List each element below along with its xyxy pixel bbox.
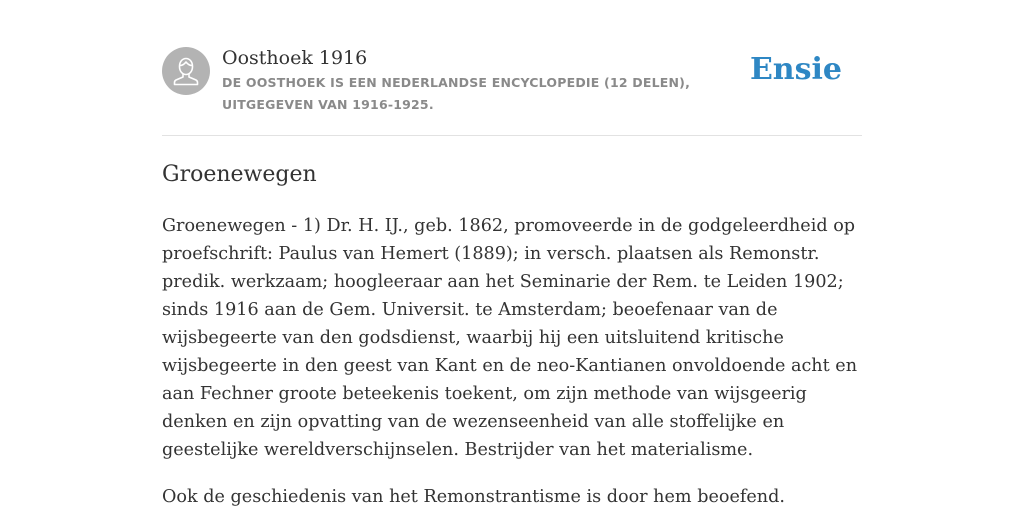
header-divider	[162, 135, 862, 136]
entry-paragraph: Groenewegen - 1) Dr. H. IJ., geb. 1862, promoveerde in de godgeleerdheid op proefschrift: Paulus van Hemert (1889); in versch. plaatsen als Remonstr. predik. werkzaam; hoogleeraar aan het Seminarie der Rem. te Leiden 1902; sinds 1916 aan de Gem. Universit. te Amsterdam; beoefenaar van de wijsbegeerte van den godsdienst, waarbij hij een uitsluitend kritische wijsbegeerte in den geest van Kant en de neo-Kantianen onvoldoende acht en aan Fechner groote beteekenis toekent, om zijn methode van wijsgeerig denken en zijn opvatting van de wezenseenheid van alle stoffelijke en geestelijke wereldverschijnselen. Bestrijder van het materialisme.	[162, 216, 858, 460]
entry-body	[162, 212, 864, 512]
entry-paragraph: Ook de geschiedenis van het Remonstrantisme is door hem beoefend.	[162, 487, 785, 507]
user-avatar-icon[interactable]	[162, 47, 210, 95]
entry-title: Groenewegen	[162, 162, 317, 187]
ensie-logo[interactable]: Ensie	[749, 52, 842, 87]
source-header	[162, 46, 862, 136]
source-description: DE OOSTHOEK IS EEN NEDERLANDSE ENCYCLOPEDIE (12 DELEN), UITGEGEVEN VAN 1916-1925.	[222, 75, 691, 112]
source-title[interactable]: Oosthoek 1916	[222, 47, 368, 69]
